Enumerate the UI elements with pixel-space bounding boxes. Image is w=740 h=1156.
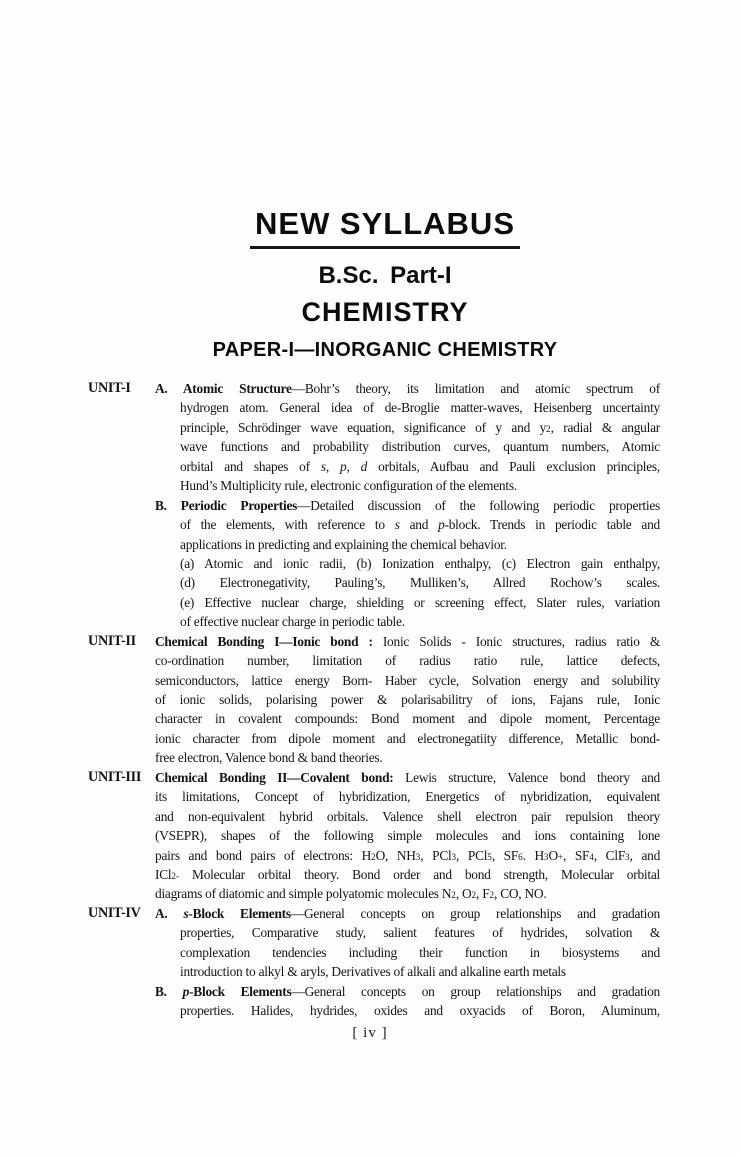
syllabus-line [155,884,660,903]
text-segment: applications in predicting and explaining the chemical behavior. [180,536,507,552]
syllabus-line [155,632,660,651]
text-segment: co-ordination number, limitation of radius ratio rule, lattice defects, [155,653,660,669]
text-segment: and [399,517,439,533]
main-title-text: NEW SYLLABUS [250,206,520,249]
text-segment: (a) Atomic and ionic radii, (b) Ionization enthalpy, (c) Electron gain enthalpy, [180,555,660,571]
text-segment: p [340,458,347,474]
unit-content [155,904,660,1021]
syllabus-line [180,437,660,456]
text-segment: of ionic solids, polarising power & polarisabilitry of ions, Fajans rule, Ionic [155,692,660,707]
paper-title: PAPER-I—INORGANIC CHEMISTRY [212,339,558,361]
text-segment: its limitations, Concept of hybridization, Energetics of nybridization, equivalent [155,789,660,805]
unit-section [88,768,660,904]
text-segment: Atomic Structure [182,381,292,396]
unit-content [155,632,660,768]
degree-title: B.Sc. Part-I [318,262,452,289]
unit-section [88,904,660,1021]
text-segment: Chemical Bonding I—Ionic bond : [155,633,373,649]
syllabus-line [180,573,660,592]
syllabus-line [155,982,660,1001]
syllabus-line [155,787,660,806]
unit-content [155,379,660,632]
text-segment: p [182,983,190,999]
text-segment: orbital and shapes of [180,458,321,474]
text-segment: , F [476,886,490,902]
text-segment: s [394,517,400,533]
syllabus-line [155,496,660,515]
text-segment: d [360,458,368,474]
text-segment: 2 [546,423,551,434]
syllabus-line [180,612,660,631]
syllabus-line [155,826,660,845]
text-segment: 6 [518,851,523,862]
text-segment: 5 [487,851,492,862]
text-segment: properties. Halides, hydrides, oxides and oxyacids of Boron, Aluminum, [180,1003,660,1018]
syllabus-line [180,923,660,942]
text-segment: 2 [171,870,176,881]
text-segment: —Bohr’s theory, its limitation and atomic spectrum of [291,381,660,396]
text-segment: (VSEPR), shapes of the following simple molecules and ions containing lone [155,828,660,844]
text-segment: of effective nuclear charge in periodic table. [180,614,405,630]
text-segment: , ClF [593,847,626,863]
text-segment: and non-equivalent hybrid orbitals. Valence shell electron pair repulsion theory [155,808,660,824]
text-segment: Molecular orbital theory. Bond order and bond strength, Molecular orbital [178,866,660,882]
subject-title: CHEMISTRY [301,297,469,327]
text-segment: 2 [471,890,477,901]
syllabus-line [155,690,660,709]
text-segment: Ionic Solids - Ionic structures, radius ratio & [372,633,661,649]
text-segment: 3 [625,851,630,862]
text-segment: O, NH [375,847,416,863]
text-segment: character in covalent compounds: Bond moment and dipole moment, Percentage [155,711,660,727]
syllabus-units [88,379,660,1020]
syllabus-line [180,962,660,981]
text-segment: —General concepts on group relationships and gradation [291,983,660,999]
text-segment: 3 [543,851,549,862]
text-segment: , PCl [420,847,452,863]
text-segment: . H [522,847,544,863]
syllabus-line [155,768,660,787]
text-segment: -block. Trends in periodic table and [444,517,660,533]
text-segment: , [325,458,341,474]
unit-label: UNIT-III [88,768,142,785]
syllabus-line [180,398,660,417]
text-segment: Hund’s Multiplicity rule, electronic configuration of the elements. [180,478,517,494]
text-segment: of the elements, with reference to [180,517,395,533]
text-segment: ionic character from dipole moment and electronegatiity difference, Metallic bond- [155,730,660,746]
text-segment: Lewis structure, Valence bond theory and [393,769,660,785]
syllabus-line [180,1001,660,1020]
text-segment: , SF [563,847,590,863]
text-segment: O [548,847,558,863]
syllabus-line [180,515,660,534]
syllabus-line [155,729,660,748]
text-segment: introduction to alkyl & aryls, Derivatives of alkali and alkaline earth metals [180,964,566,980]
text-segment: , SF [491,847,519,863]
text-segment: —Detailed discussion of the following periodic properties [297,497,661,513]
text-segment: , CO, NO. [494,886,547,902]
text-segment: complexation tendencies including their function in biosystems and [180,944,660,960]
text-segment: (e) Effective nuclear charge, shielding or screening effect, Slater rules, variation [180,594,660,610]
text-segment: 2 [451,890,456,901]
text-segment: , radial & angular [550,419,660,435]
text-segment: s [320,458,326,474]
syllabus-line [180,457,660,476]
text-segment: , [346,458,361,474]
syllabus-line [180,535,660,554]
unit-label: UNIT-I [88,380,131,396]
text-segment: p [438,517,445,533]
text-segment: A. [155,905,184,921]
unit-content [155,768,660,904]
text-segment: semiconductors, lattice energy Born- Haber cycle, Solvation energy and solubility [155,672,660,688]
text-segment: ICl [155,866,172,882]
unit-section [88,379,660,632]
text-segment: 4 [589,851,594,862]
main-title [35,206,735,249]
syllabus-line [180,554,660,573]
syllabus-line [155,846,660,865]
text-segment: wave functions and probability distribution curves, quantum numbers, Atomic [180,439,660,455]
text-segment: 3 [451,851,457,862]
text-segment: - [175,870,179,881]
unit-section [88,632,660,768]
text-segment: orbitals, Aufbau and Pauli exclusion principles, [367,458,660,474]
unit-label: UNIT-II [88,632,136,649]
text-segment: 2 [371,851,376,862]
text-segment: , O [455,886,472,902]
text-segment: hydrogen atom. General idea of de-Broglie matter-waves, Heisenberg uncertainty [180,400,660,416]
text-segment: pairs and bond pairs of electrons: H [155,847,372,863]
text-segment: properties, Comparative study, salient features of hydrides, solvation & [180,925,660,941]
syllabus-line [155,904,660,923]
syllabus-line [180,476,660,495]
text-segment: A. [155,381,183,396]
text-segment: -Block Elements [189,983,292,999]
syllabus-line [155,807,660,826]
text-segment: B. [155,497,181,513]
syllabus-line [180,593,660,612]
text-segment: + [557,851,564,862]
syllabus-line [155,651,660,670]
syllabus-line [155,709,660,728]
text-segment: 3 [415,851,421,862]
text-segment: , and [629,847,661,863]
text-segment: 2 [489,890,494,901]
text-segment: B. [155,983,183,999]
syllabus-line [155,379,660,398]
syllabus-line [180,943,660,962]
text-segment: free electron, Valence bond & band theories. [155,750,383,766]
text-segment: Periodic Properties [180,497,298,513]
syllabus-line [155,671,660,690]
unit-label: UNIT-IV [88,904,141,921]
text-segment: s [183,905,189,921]
syllabus-line [155,865,660,884]
page-number: [ iv ] [352,1025,388,1041]
syllabus-line [180,418,660,437]
text-segment: , PCl [456,847,488,863]
text-segment: Chemical Bonding II—Covalent bond: [155,769,394,785]
text-segment: (d) Electronegativity, Pauling’s, Mulliken’s, Allred Rochow’s scales. [180,575,660,591]
text-segment: principle, Schrödinger wave equation, significance of y and y [180,419,547,435]
text-segment: -Block Elements [188,905,291,921]
text-segment: —General concepts on group relationships and gradation [290,905,660,921]
text-segment: diagrams of diatomic and simple polyatomic molecules N [155,886,452,902]
syllabus-line [155,748,660,767]
